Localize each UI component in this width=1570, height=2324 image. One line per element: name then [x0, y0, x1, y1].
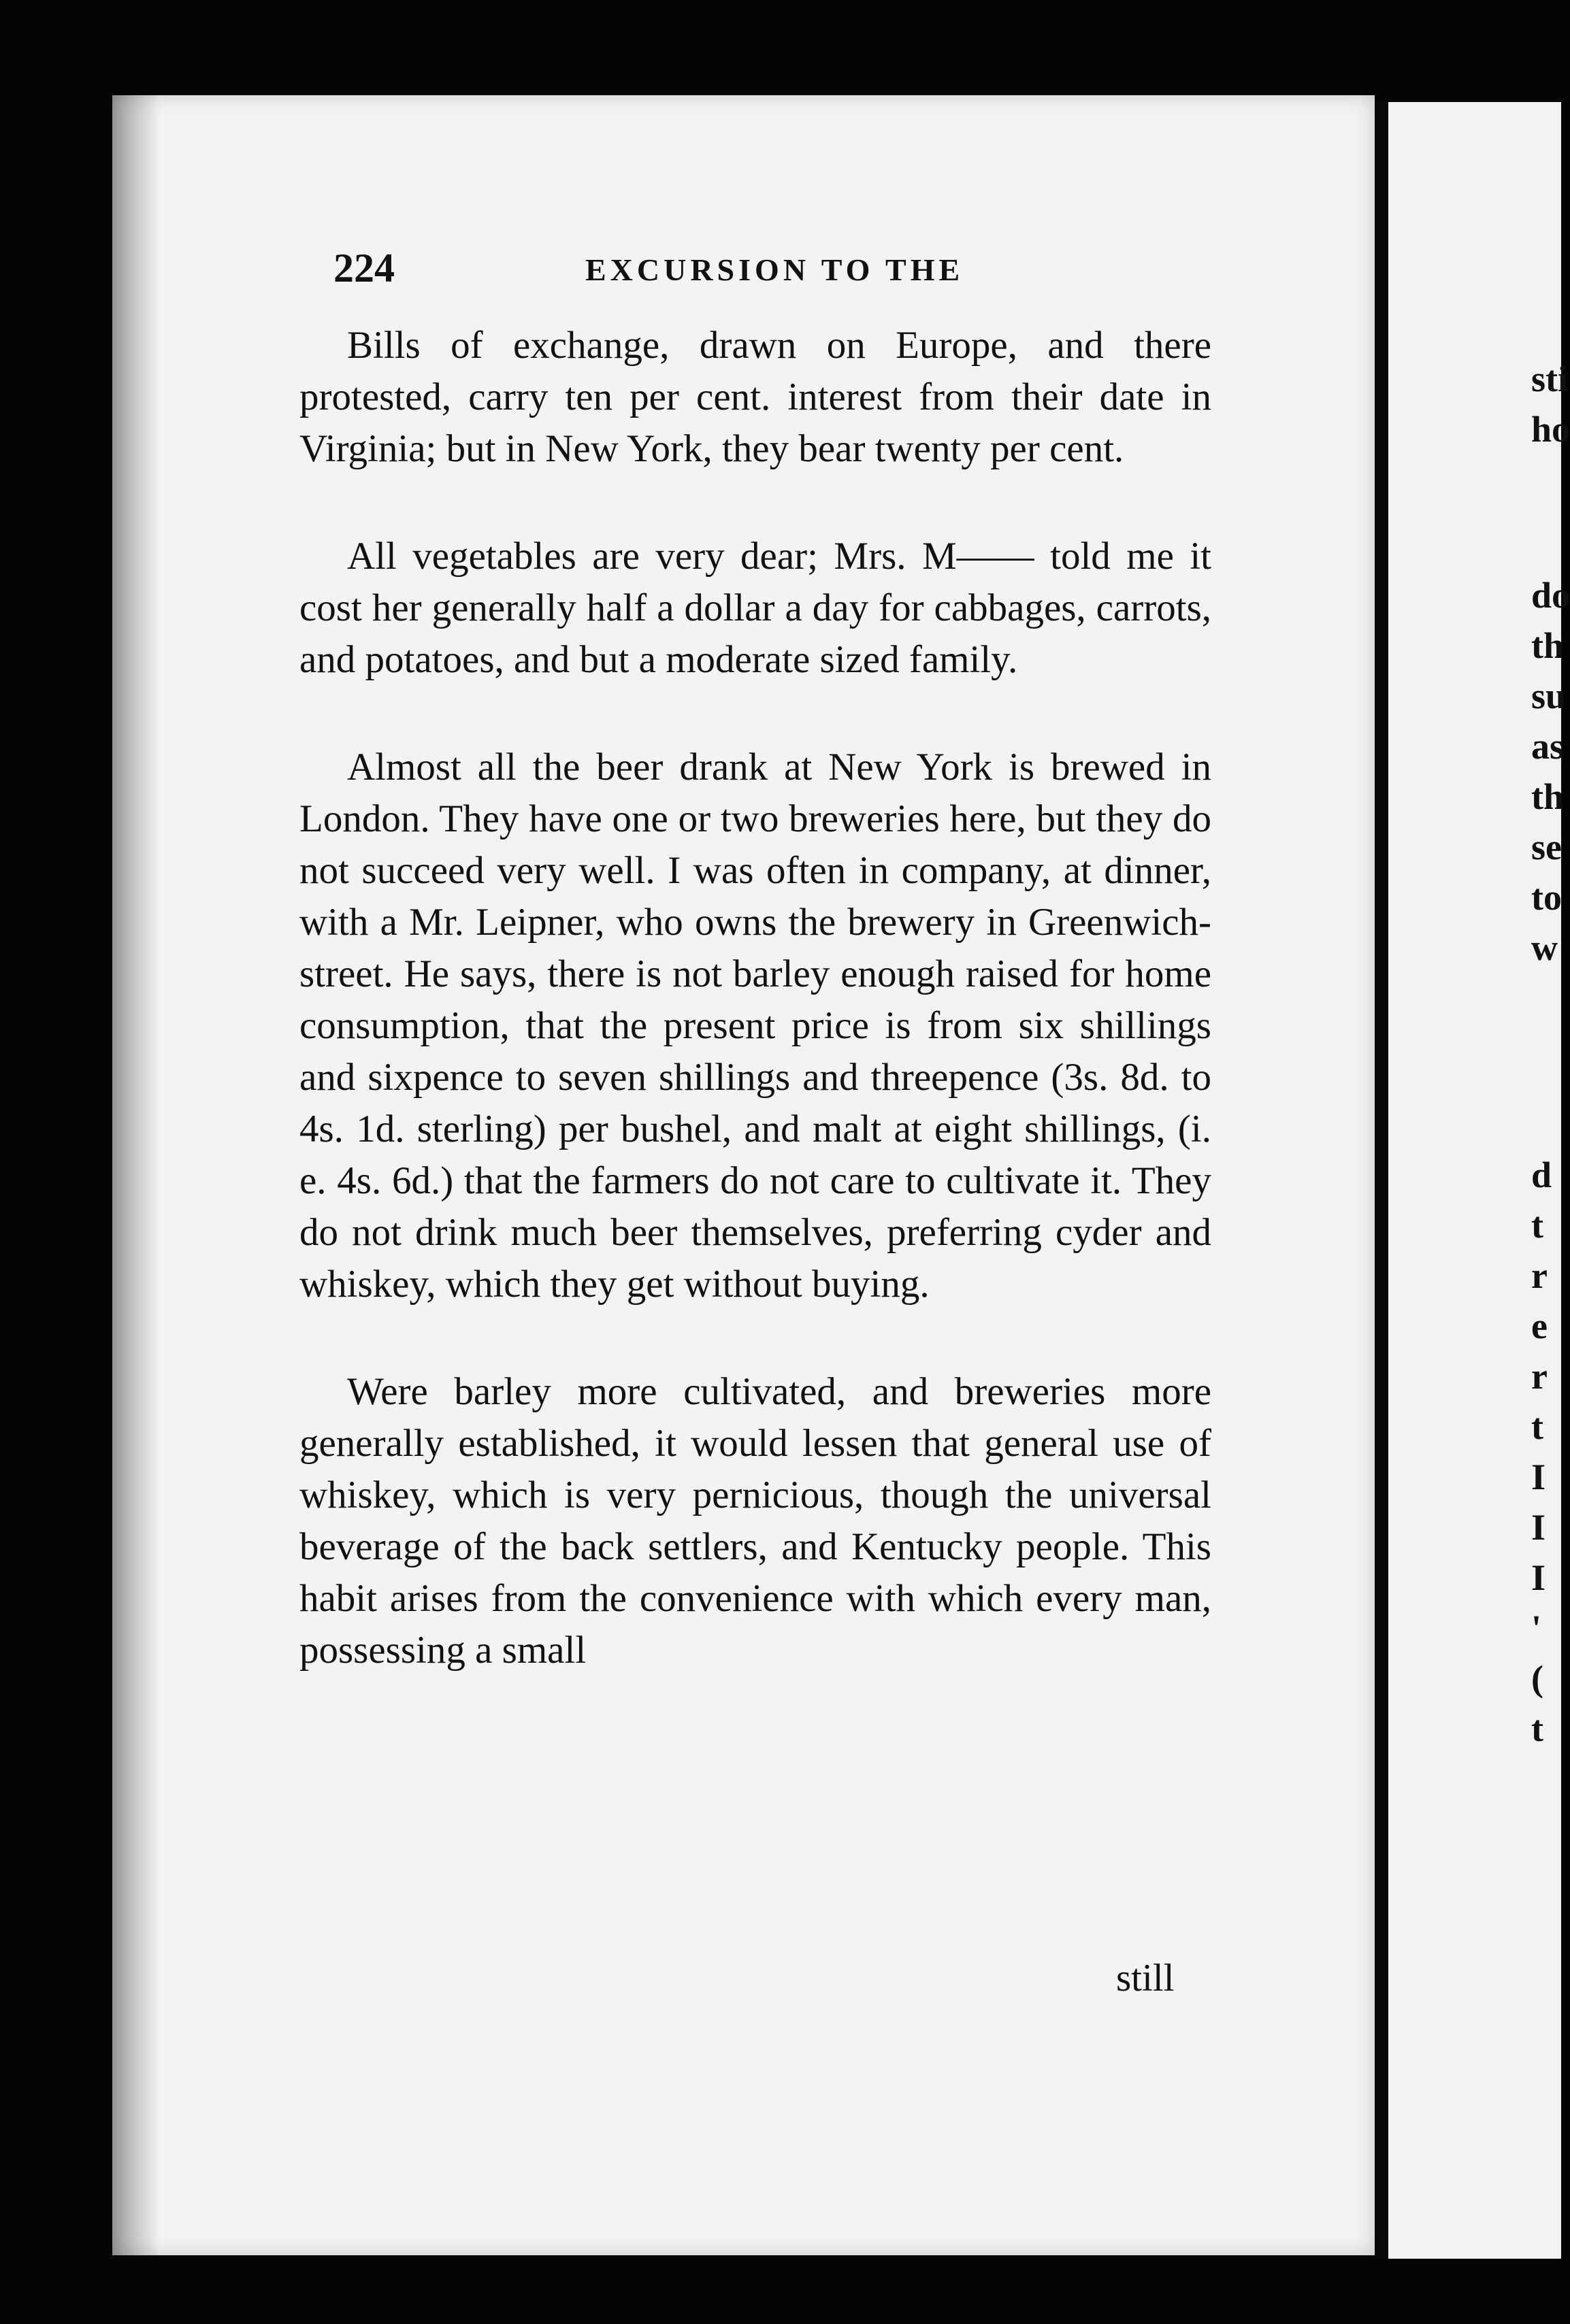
paragraph: Bills of exchange, drawn on Europe, and there protested, carry ten per cent. interest from their date in Virginia; but in New York, they bear twenty per cent.: [299, 324, 1211, 470]
facing-fragment: se: [1531, 827, 1562, 867]
facing-fragment: d: [1531, 1155, 1552, 1195]
facing-fragment: r: [1531, 1255, 1548, 1296]
facing-fragment: (: [1531, 1658, 1543, 1699]
facing-fragment: sti: [1531, 359, 1568, 399]
facing-fragment: as: [1531, 726, 1565, 767]
facing-fragment: e: [1531, 1306, 1548, 1346]
paragraph: Were barley more cultivated, and breweries more generally established, it would lessen that general use of whiskey, which is very pernicious, though the universal beverage of the back settlers, and Kentucky people. This habit arises from the convenience with which every man, possessing a small: [299, 1370, 1211, 1672]
page-number: 224: [333, 246, 395, 290]
paragraph: Almost all the beer drank at New York is brewed in London. They have one or two breweries here, but they do not succeed very well. I was often in company, at dinner, with a Mr. Leipner, who owns the brewery in Greenwich-street. He says, there is not barley enough raised for home consumption, that the present price is from six shillings and sixpence to seven shillings and threepence (3s. 8d. to 4s. 1d. sterling) per bushel, and malt at eight shillings, (i. e. 4s. 6d.) that the farmers do not care to cultivate it. They do not drink much beer themselves, preferring cyder and whiskey, which they get without buying.: [299, 746, 1211, 1306]
page-gutter: [1375, 102, 1388, 2259]
facing-fragment: w: [1531, 927, 1558, 968]
paragraph: All vegetables are very dear; Mrs. M—— told me it cost her generally half a dollar a day for cabbages, carrots, and potatoes, and but a moderate sized family.: [299, 535, 1211, 681]
page-header: [333, 245, 1218, 299]
running-head: EXCURSION TO THE: [585, 252, 964, 287]
facing-fragment: I: [1531, 1457, 1546, 1497]
catchword: still: [1116, 1957, 1175, 1999]
facing-fragment: to: [1531, 877, 1562, 918]
facing-fragment: th: [1531, 776, 1565, 817]
facing-fragment: ho: [1531, 409, 1570, 450]
facing-fragment: t: [1531, 1205, 1543, 1246]
facing-fragment: th: [1531, 625, 1565, 666]
page-spine-shadow: [112, 95, 160, 2255]
body-text: [299, 320, 1211, 1732]
facing-page-text-fragments: [1531, 354, 1570, 1754]
facing-fragment: su: [1531, 676, 1567, 716]
facing-fragment: r: [1531, 1356, 1548, 1397]
facing-fragment: ': [1531, 1608, 1542, 1648]
facing-fragment: t: [1531, 1406, 1543, 1447]
facing-fragment: I: [1531, 1557, 1546, 1598]
facing-fragment: t: [1531, 1708, 1543, 1749]
facing-fragment: I: [1531, 1507, 1546, 1548]
facing-fragment: do: [1531, 575, 1570, 616]
